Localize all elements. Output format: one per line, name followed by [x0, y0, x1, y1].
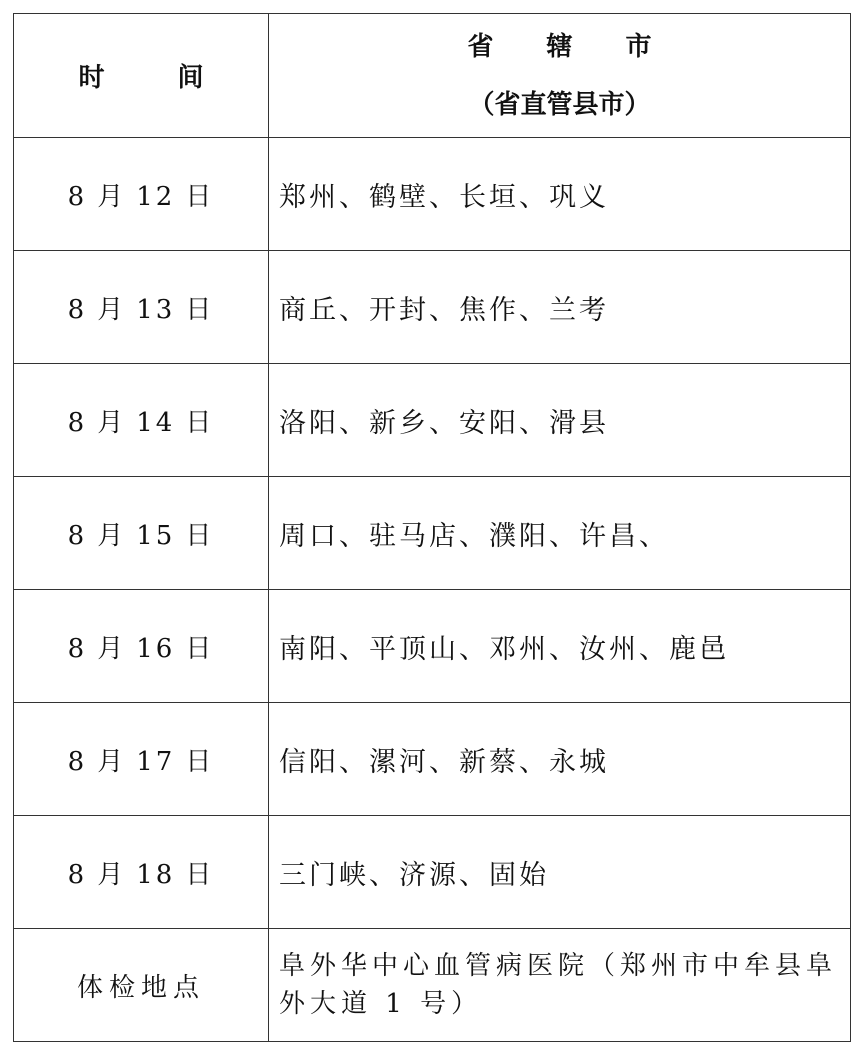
exam-location-value: 阜外华中心血管病医院（郑州市中牟县阜外大道 1 号）: [269, 929, 851, 1042]
date-month-unit: 月: [97, 633, 127, 664]
table-row: [14, 364, 851, 477]
date-day-unit: 日: [185, 520, 215, 551]
date-month-unit: 月: [97, 859, 127, 890]
cities-cell: 信阳、漯河、新蔡、永城: [269, 703, 851, 816]
date-month-unit: 月: [97, 407, 127, 438]
date-cell: [14, 364, 269, 477]
date-month-unit: 月: [97, 181, 127, 212]
date-day-unit: 日: [185, 746, 215, 777]
date-day-unit: 日: [185, 859, 215, 890]
date-day-unit: 日: [185, 181, 215, 212]
date-day: 16: [136, 633, 176, 664]
cities-header-line1: 省 辖 市: [467, 31, 674, 62]
date-month: 8: [67, 181, 88, 212]
cities-cell: 三门峡、济源、固始: [269, 816, 851, 929]
cities-column-header: [269, 14, 851, 138]
date-cell: [14, 703, 269, 816]
cities-cell: 南阳、平顶山、邓州、汝州、鹿邑: [269, 590, 851, 703]
date-month: 8: [67, 520, 88, 551]
date-cell: [14, 138, 269, 251]
date-month: 8: [67, 633, 88, 664]
table-header-row: [14, 14, 851, 138]
time-column-header: 时 间: [14, 14, 269, 138]
date-day: 15: [136, 520, 176, 551]
date-cell: [14, 590, 269, 703]
date-day: 18: [136, 859, 176, 890]
date-day: 17: [136, 746, 176, 777]
table-row: [14, 138, 851, 251]
exam-location-label: 体检地点: [14, 929, 269, 1042]
cities-header-line2: （省直管县市）: [468, 89, 651, 120]
table-row: [14, 816, 851, 929]
cities-cell: 洛阳、新乡、安阳、滑县: [269, 364, 851, 477]
date-month: 8: [67, 746, 88, 777]
date-cell: [14, 251, 269, 364]
date-month-unit: 月: [97, 520, 127, 551]
date-month: 8: [67, 294, 88, 325]
date-day: 14: [136, 407, 176, 438]
cities-cell: 周口、驻马店、濮阳、许昌、: [269, 477, 851, 590]
date-cell: [14, 477, 269, 590]
date-month-unit: 月: [97, 746, 127, 777]
schedule-table: [13, 13, 851, 1042]
table-row: [14, 590, 851, 703]
exam-location-row: [14, 929, 851, 1042]
table-row: [14, 251, 851, 364]
date-day-unit: 日: [185, 407, 215, 438]
date-cell: [14, 816, 269, 929]
date-day: 13: [136, 294, 176, 325]
date-day: 12: [136, 181, 176, 212]
date-month: 8: [67, 859, 88, 890]
date-day-unit: 日: [185, 294, 215, 325]
date-day-unit: 日: [185, 633, 215, 664]
cities-cell: 商丘、开封、焦作、兰考: [269, 251, 851, 364]
date-month-unit: 月: [97, 294, 127, 325]
date-month: 8: [67, 407, 88, 438]
table-row: [14, 477, 851, 590]
table-row: [14, 703, 851, 816]
cities-cell: 郑州、鹤壁、长垣、巩义: [269, 138, 851, 251]
